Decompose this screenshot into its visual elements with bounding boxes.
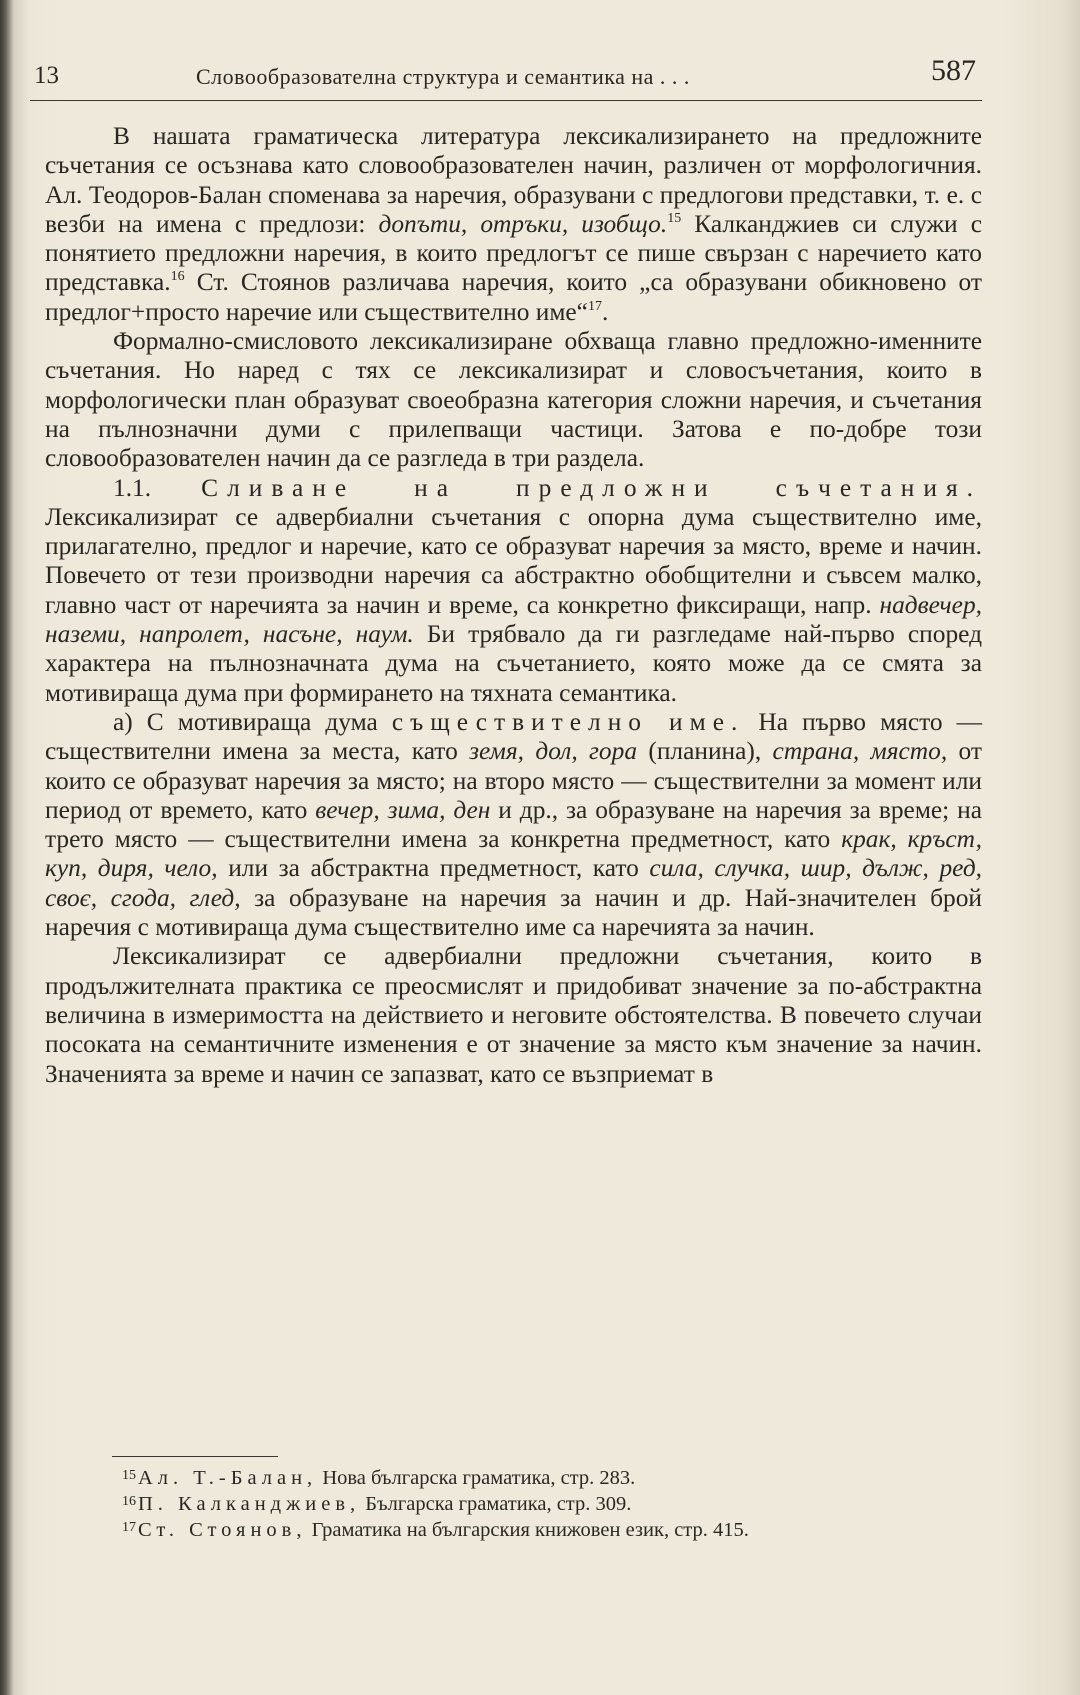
text-run: или за абстрактна предметност, като xyxy=(217,854,650,883)
footnote-17 xyxy=(122,1516,1002,1542)
example-words: крак, кръст, куп, диря, чело, xyxy=(45,825,982,883)
footnote-number: 15 xyxy=(122,1468,136,1483)
example-words: надвечер, наземи, напролет, насъне, наум. xyxy=(45,590,982,649)
text-run: . xyxy=(601,297,609,326)
footnote-ref: 15 xyxy=(667,210,682,226)
text-run: Лексикализират се адвербиални съчетания с опорна дума съществително име, прилагателно, предлог и наречие, като се образуват наречия за място, време и начин. Повечето от тези производни наречия са абстрактно обобщителни и съвсем малко, главно част от наречията за начин и време, са конкретно фиксиращи, напр. xyxy=(45,502,982,619)
spaced-term: съществително име. xyxy=(391,707,745,736)
footnote-ref: 17 xyxy=(587,298,602,314)
paragraph-4 xyxy=(45,708,982,942)
page-header xyxy=(30,52,982,101)
footnotes xyxy=(122,1464,1002,1542)
example-words: вечер, зима, ден xyxy=(315,795,491,824)
footnote-author: Ст. Стоянов, xyxy=(138,1519,307,1541)
text-run: На първо място — съществителни имена за места, като xyxy=(45,707,982,766)
text-run: и др., за образуване на наречия за време; на трето място — съществителни имена за конкретна предметност, като xyxy=(45,795,982,854)
text-run: (планина), xyxy=(637,737,773,766)
section-heading-spaced: Сливане на предложни съчетания. xyxy=(201,473,982,502)
chapter-number: 13 xyxy=(34,62,59,89)
example-words: сила, случка, шир, дълж, ред, своє, сгода, глед, xyxy=(45,854,983,912)
example-words: страна, място, xyxy=(772,737,948,766)
text-run: Ст. Стоянов различава наречия, които „са образувани обикновено от предлог+просто наречие или съществително име“ xyxy=(45,268,982,326)
footnote-ref: 16 xyxy=(170,269,185,285)
footnote-author: Ал. Т.-Балан, xyxy=(138,1467,318,1489)
footnote-text: Българска граматика, стр. 309. xyxy=(360,1493,632,1515)
footnote-divider xyxy=(112,1456,278,1457)
paragraph-5: Лексикализират се адвербиални предложни съчетания, които в продължителната практика се преосмислят и придобиват значение за по-абстрактна величина в измеримостта на действието и неговите обстоятелства. В повечето случаи посоката на семантичните изменения е от значение за място към значение за начин. Значенията за време и начин се запазват, като се възприемат в xyxy=(45,942,982,1088)
footnote-text: Нова българска граматика, стр. 283. xyxy=(317,1467,636,1489)
example-words: земя, дол, гора xyxy=(469,737,638,766)
paragraph-3 xyxy=(45,474,982,708)
running-title: Словообразователна структура и семантика на . . . xyxy=(196,64,690,89)
text-run: Би трябвало да ги разгледаме най-първо според характера на пълнозначната дума на съчетанието, която може да се смята за мотивираща дума при формирането на тяхната семантика. xyxy=(45,620,982,707)
example-words: допъти, отръки, изобщо. xyxy=(378,209,668,238)
text-run: В нашата граматическа литература лексикализирането на предложните съчетания се осъзнава като словообразователен начин, различен от морфологичния. Ал. Теодоров-Балан споменава за наречия, образувани с предлогови представки, т. е. с везби на имена с предлози: xyxy=(45,122,982,238)
footnote-author: П. Калканджиев, xyxy=(138,1493,361,1515)
body-text xyxy=(45,122,982,1089)
paragraph-2: Формално-смисловото лексикализиране обхваща главно предложно-именните съчетания. Но наред с тях се лексикализират и словосъчетания, които в морфологически план образуват своеобразна категория сложни наречия, и съчетания на пълнозначни думи с прилепващи частици. Затова е по-добре този словообразователен начин да се разгледа в три раздела. xyxy=(45,327,982,473)
text-run: от които се образуват наречия за място; на второ място — съществителни за момент или период от времето, като xyxy=(45,737,982,824)
footnote-number: 17 xyxy=(122,1520,136,1535)
text-run: а) С мотивираща дума xyxy=(113,707,392,736)
footnote-16 xyxy=(122,1490,1002,1516)
page-number: 587 xyxy=(931,54,976,87)
footnote-number: 16 xyxy=(122,1494,136,1509)
footnote-text: Граматика на българския книжовен език, стр. 415. xyxy=(306,1519,749,1541)
text-run: за образуване на наречия за начин и др. Най-значителен брой наречия с мотивираща дума съществително име са наречията за начин. xyxy=(45,883,982,942)
text-run: Калканджиев си служи с понятието предложни наречия, в които предлогът се пише свързан с наречието като представка. xyxy=(45,209,982,297)
paragraph-1 xyxy=(45,122,982,327)
footnote-15 xyxy=(122,1464,1002,1490)
section-label: 1.1. xyxy=(113,473,152,502)
